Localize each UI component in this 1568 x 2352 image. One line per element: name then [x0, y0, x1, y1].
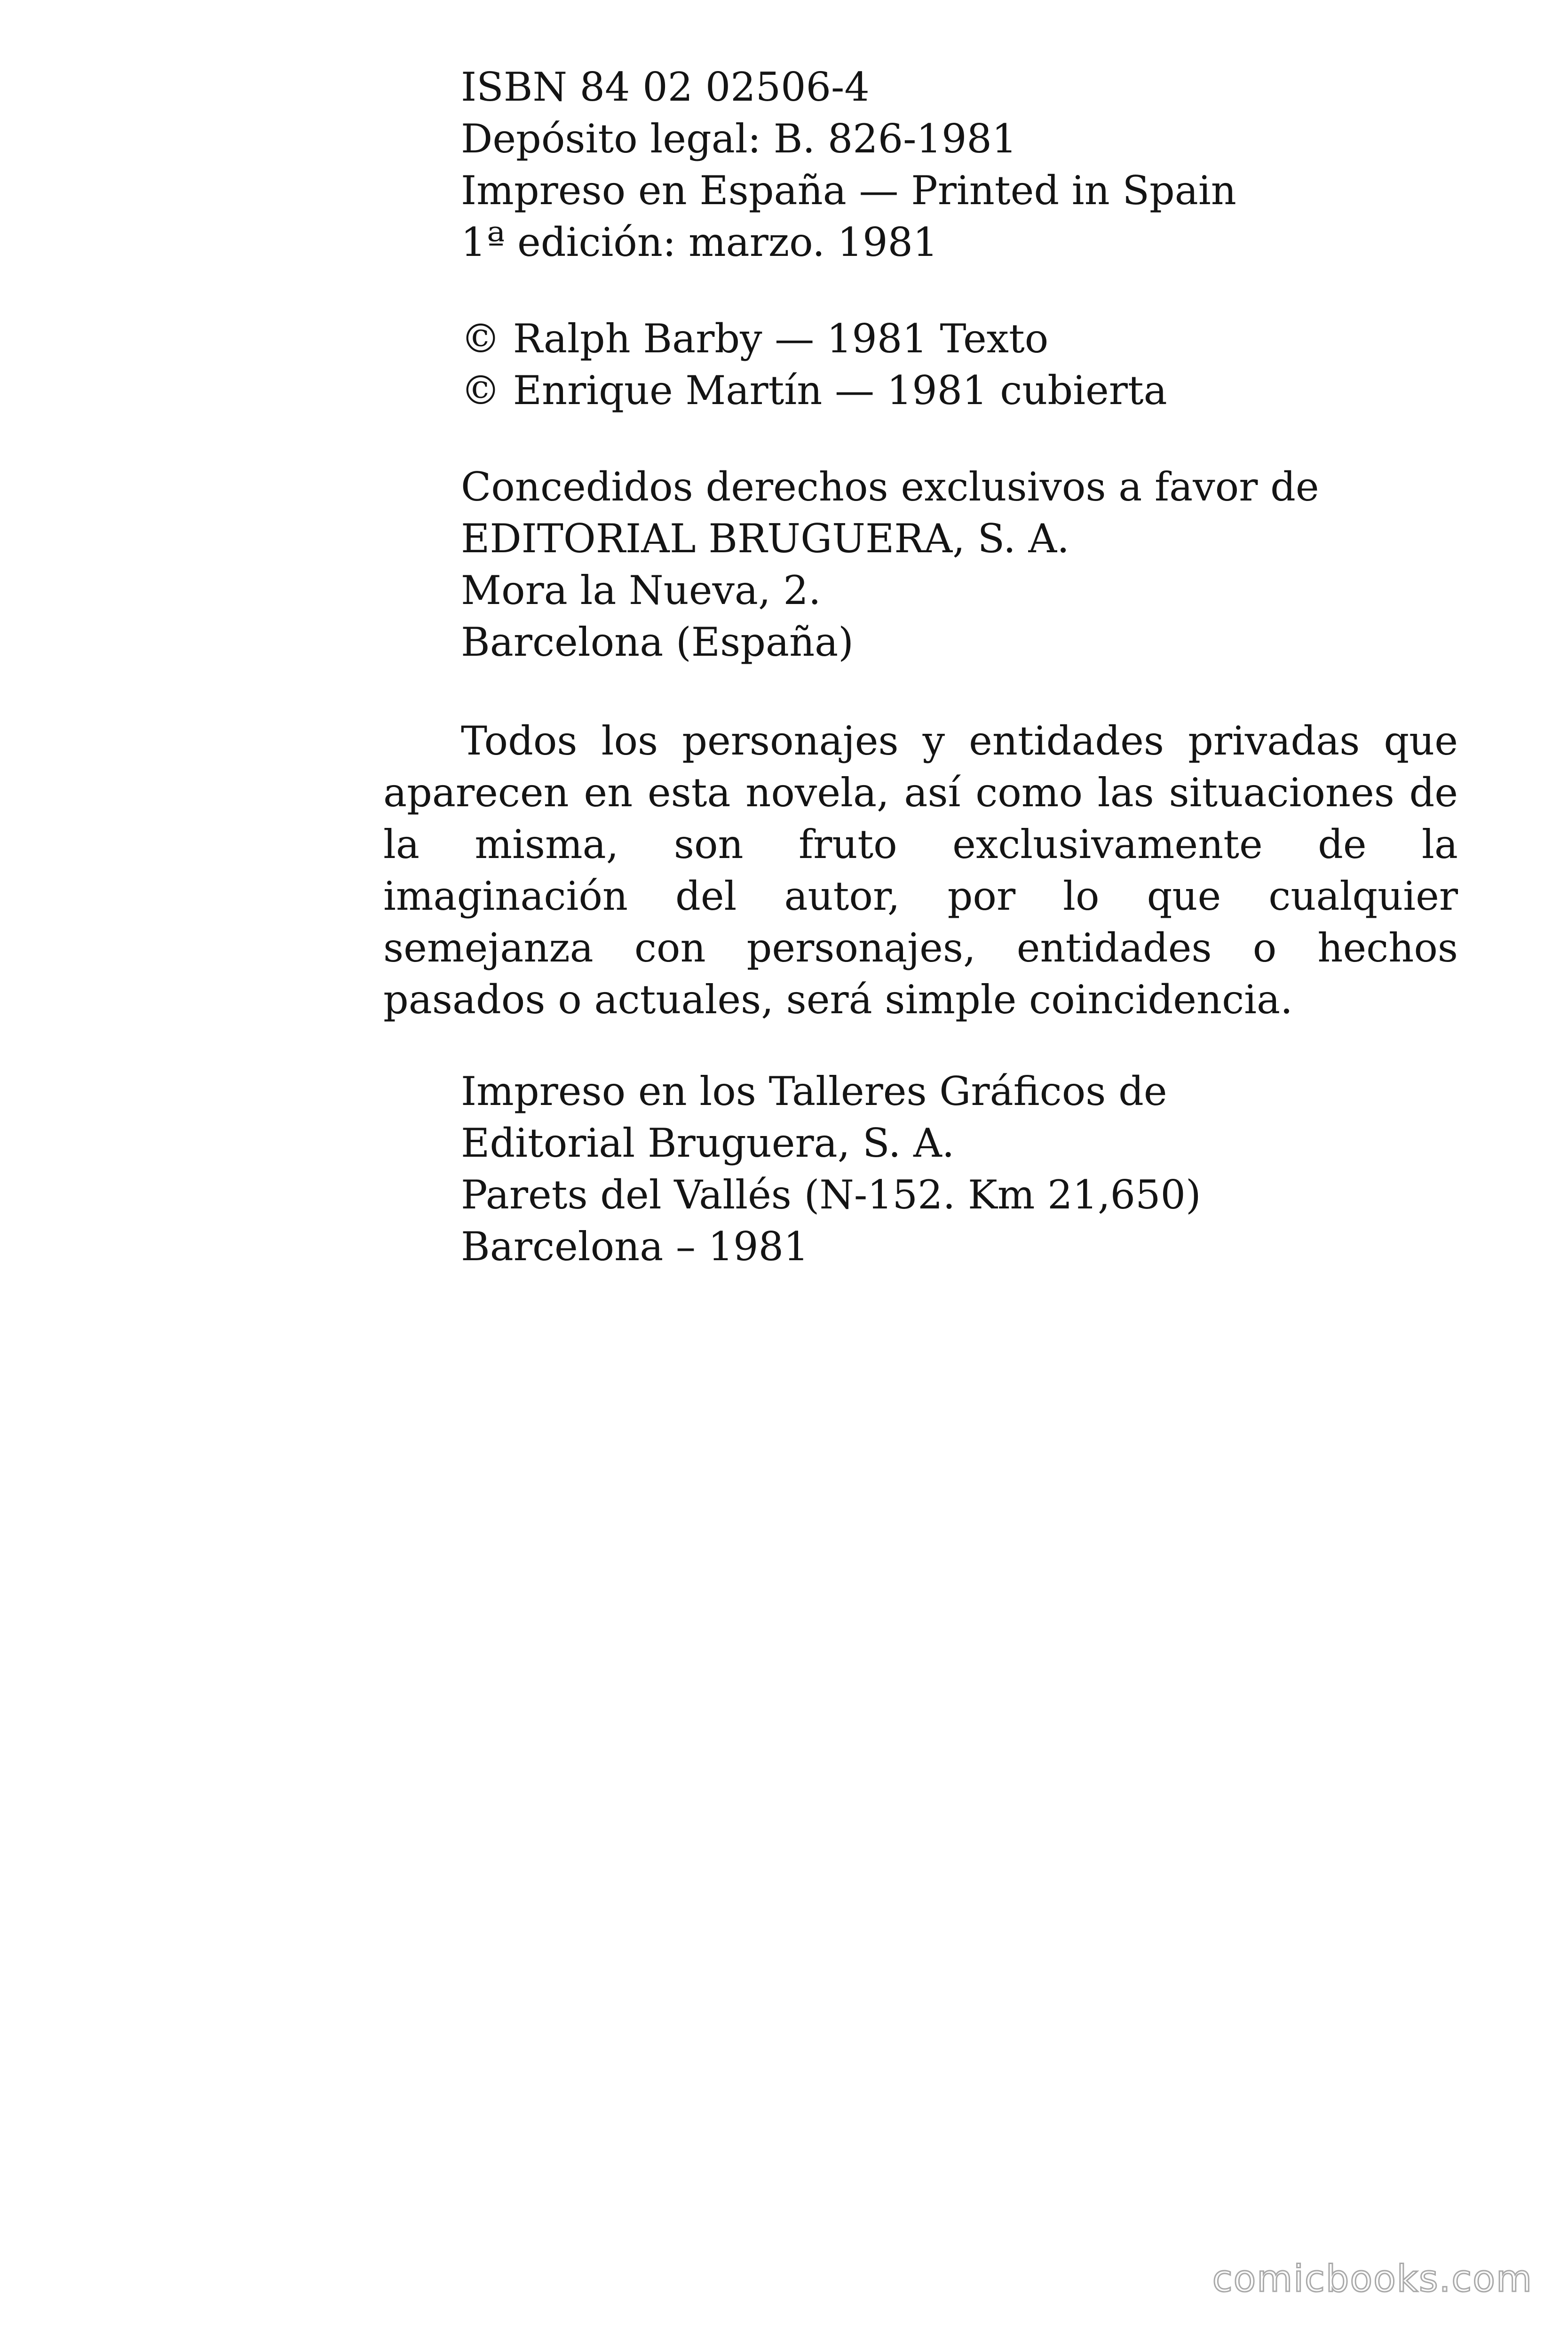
legal-deposit-line: Depósito legal: B. 826-1981 — [461, 116, 1017, 162]
rights-line: Concedidos derechos exclusivos a favor de — [461, 464, 1319, 510]
printer-location: Parets del Vallés (N-152. Km 21,650) — [461, 1172, 1201, 1218]
isbn-line: ISBN 84 02 02506-4 — [461, 64, 870, 110]
printer-line: Impreso en los Talleres Gráficos de — [461, 1068, 1167, 1114]
fiction-disclaimer: Todos los personajes y entidades privadas que aparecen en esta novela, así como las situaciones de la misma, son fruto exclusivamente de la imaginación del autor, por lo que cualquier semejanza con personajes, entidades o hechos pasados o actuales, será simple coincidencia. — [383, 718, 1458, 1023]
copyright-block — [461, 313, 1167, 416]
rights-block — [461, 461, 1319, 668]
publisher-address: Mora la Nueva, 2. — [461, 567, 821, 613]
printer-block — [461, 1065, 1201, 1272]
publisher-city: Barcelona (España) — [461, 619, 854, 665]
printer-city-year: Barcelona – 1981 — [461, 1224, 809, 1270]
publisher-name: EDITORIAL BRUGUERA, S. A. — [461, 516, 1069, 562]
cover-copyright-line: © Enrique Martín — 1981 cubierta — [461, 367, 1167, 413]
printed-in-line: Impreso en España — Printed in Spain — [461, 167, 1236, 214]
printer-publisher: Editorial Bruguera, S. A. — [461, 1120, 955, 1166]
edition-line: 1ª edición: marzo. 1981 — [461, 219, 938, 265]
imprint-block — [461, 61, 1236, 268]
text-copyright-line: © Ralph Barby — 1981 Texto — [461, 316, 1049, 362]
watermark-logo: comicbooks.com — [1212, 2258, 1533, 2300]
